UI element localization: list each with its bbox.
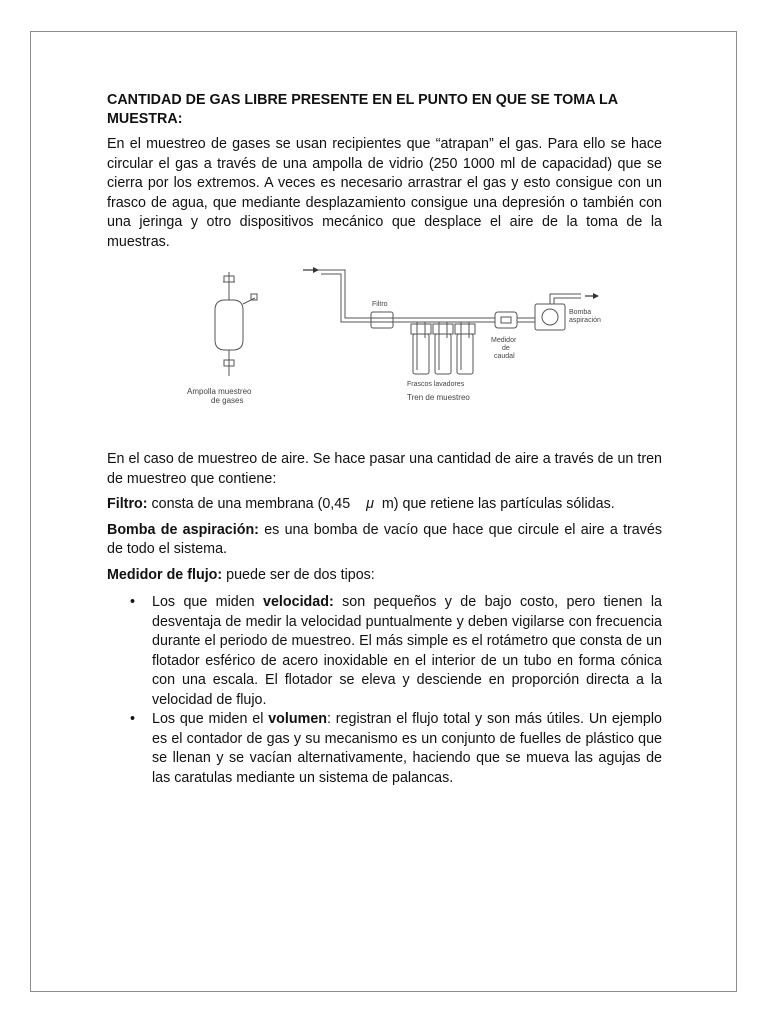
- bomba-paragraph: [107, 521, 662, 560]
- filter-box: [371, 312, 393, 328]
- bullet-1-pre: Los que miden: [152, 594, 264, 610]
- mu-symbol: μ: [366, 496, 374, 512]
- sampling-diagram-svg: [107, 258, 662, 436]
- list-item-velocidad: [152, 593, 662, 710]
- bomba-label-2: aspiración: [569, 317, 601, 324]
- frascos-label: Frascos lavadores: [407, 381, 465, 388]
- sampling-diagram: [107, 258, 662, 436]
- frasco-2: [435, 334, 451, 374]
- medidor-label: Medidor: [491, 337, 517, 344]
- section-heading: CANTIDAD DE GAS LIBRE PRESENTE EN EL PUNTO EN QUE SE TOMA LA MUESTRA:: [107, 92, 618, 127]
- filtro-paragraph: [107, 495, 662, 515]
- bullet-2-pre: Los que miden el: [152, 711, 269, 727]
- frasco-3: [457, 334, 473, 374]
- document-body: [107, 91, 662, 788]
- ampolla-label-2: de gases: [211, 396, 244, 405]
- bullet-2-bold: volumen: [268, 711, 328, 727]
- frasco-1: [413, 334, 429, 374]
- list-item-volumen: [152, 710, 662, 788]
- medidor-label-3: caudal: [494, 353, 515, 360]
- bullet-1-bold: velocidad:: [263, 594, 334, 610]
- air-sampling-paragraph: En el caso de muestreo de aire. Se hace pasar una cantidad de aire a través de un tren de muestreo que contiene:: [107, 451, 662, 487]
- bomba-text: es una bomba de vacío que hace que circule el aire a través de todo el sistema.: [107, 521, 662, 557]
- ampolla-body: [215, 300, 243, 350]
- bomba-term: Bomba de aspiración:: [107, 521, 259, 538]
- tren-label: Tren de muestreo: [407, 393, 470, 402]
- bomba-box: [535, 304, 565, 330]
- bullet-1-post: son pequeños y de bajo costo, pero tienen la desventaja de medir la velocidad puntualmente y deben vigilarse con frecuencia durante el periodo de muestreo. El más simple es el rotámetro que consta de un flotador esférico de acero inoxidable en el interior de un tubo en forma cónica con una escala. El flotador se eleva y desciende en proporción directa a la velocidad de flujo.: [152, 594, 663, 708]
- medidor-label-2: de: [502, 345, 510, 352]
- filtro-text-a: consta de una membrana (0,45: [147, 496, 367, 512]
- intro-paragraph: En el muestreo de gases se usan recipientes que “atrapan” el gas. Para ello se hace circular el gas a través de una ampolla de vidrio (250 1000 ml de capacidad) que se cierra por los extremos. A veces es necesario arrastrar el gas y esto consigue con un frasco de agua, que mediante desplazamiento consigue una depresión o también con una jeringa y otro dispositivos mecánico que desplace el aire de la toma de la muestras.: [107, 136, 662, 250]
- inlet-pipe: [317, 270, 397, 318]
- flow-meter-list: [107, 593, 662, 788]
- medidor-paragraph: [107, 566, 662, 586]
- bomba-label: Bomba: [569, 309, 592, 316]
- medidor-text: puede ser de dos tipos:: [222, 566, 375, 583]
- filtro-text-b: m) que retiene las partículas sólidas.: [373, 496, 615, 512]
- filtro-label: Filtro: [372, 301, 388, 308]
- bullet-2-post: : registran el flujo total y son más útiles. Un ejemplo es el contador de gas y su mecanismo es un conjunto de fuelles de plástico que se llenan y se vacían alternativamente, haciendo que se mueva las agujas de las caratulas mediante un sistema de palancas.: [152, 711, 662, 786]
- medidor-box: [495, 312, 517, 328]
- filtro-term: Filtro:: [107, 496, 148, 512]
- ampolla-label: Ampolla muestreo: [187, 387, 252, 396]
- medidor-term: Medidor de flujo:: [107, 566, 223, 583]
